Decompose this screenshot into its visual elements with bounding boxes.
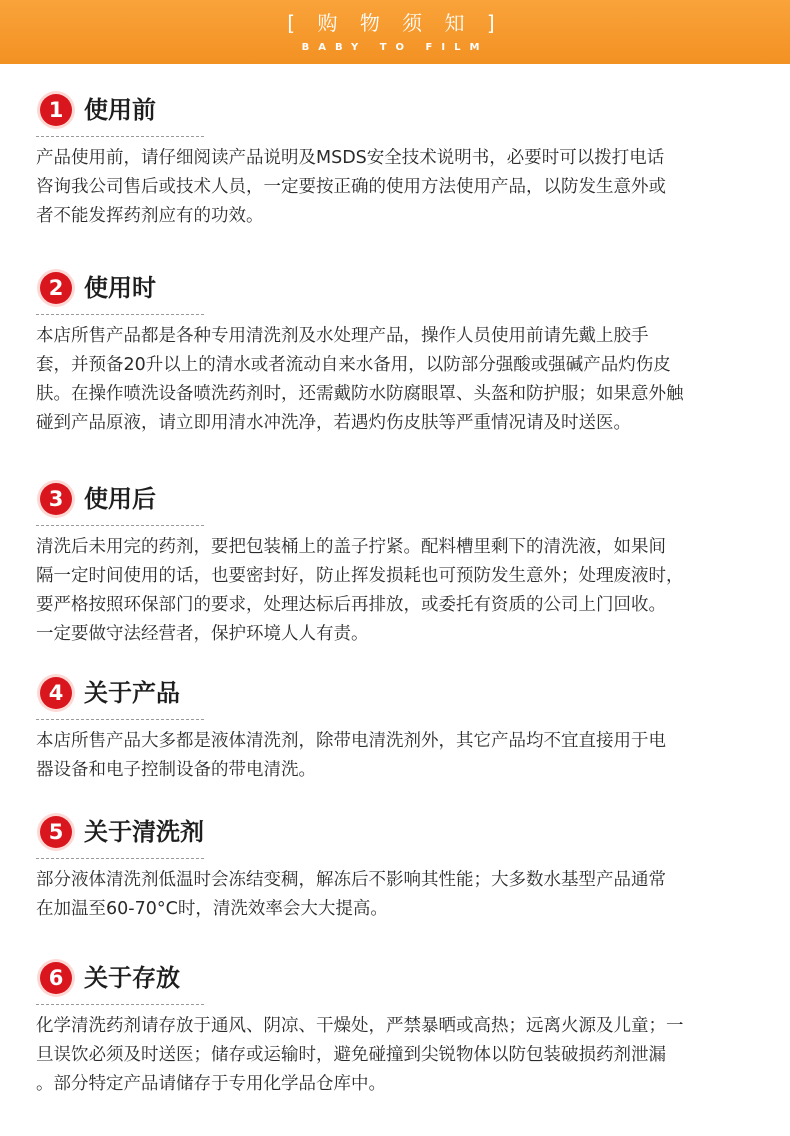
section-header	[36, 812, 736, 852]
section-title: 关于清洗剂	[84, 818, 204, 846]
badge-number: 4	[48, 681, 64, 705]
body-line: 一定要做守法经营者，保护环境人人有责。	[36, 624, 369, 644]
body-line: 本店所售产品大多都是液体清洗剂，除带电清洗剂外，其它产品均不宜直接用于电	[36, 731, 666, 751]
body-line: 旦误饮必须及时送医；储存或运输时，避免碰撞到尖锐物体以防包装破损药剂泄漏	[36, 1045, 666, 1065]
section-header	[36, 958, 736, 998]
section-title: 使用前	[84, 96, 156, 124]
section-during-use	[0, 268, 790, 448]
section-about-storage	[0, 958, 790, 1118]
body-line: 化学清洗药剂请存放于通风、阴凉、干燥处，严禁暴晒或高热；远离火源及儿童；一	[36, 1016, 684, 1036]
badge-number: 3	[48, 487, 64, 511]
dashed-divider	[36, 719, 204, 720]
section-body	[36, 322, 756, 438]
section-body	[36, 144, 756, 231]
body-line: 肤。在操作喷洗设备喷洗药剂时，还需戴防水防腐眼罩、头盔和防护服；如果意外触	[36, 384, 684, 404]
body-line: 者不能发挥药剂应有的功效。	[36, 206, 264, 226]
body-line: 产品使用前，请仔细阅读产品说明及MSDS安全技术说明书，必要时可以拨打电话	[36, 148, 665, 168]
section-title: 关于产品	[84, 679, 180, 707]
number-badge-icon	[36, 268, 76, 308]
section-before-use	[0, 90, 790, 240]
dashed-divider	[36, 136, 204, 137]
body-line: 要严格按照环保部门的要求，处理达标后再排放，或委托有资质的公司上门回收。	[36, 595, 666, 615]
body-line: 部分液体清洗剂低温时会冻结变稠，解冻后不影响其性能；大多数水基型产品通常	[36, 870, 666, 890]
body-line: 器设备和电子控制设备的带电清洗。	[36, 760, 316, 780]
number-badge-icon	[36, 90, 76, 130]
dashed-divider	[36, 858, 204, 859]
section-body	[36, 727, 756, 785]
body-line: 咨询我公司售后或技术人员，一定要按正确的使用方法使用产品，以防发生意外或	[36, 177, 666, 197]
badge-number: 6	[48, 966, 64, 990]
body-line: 清洗后未用完的药剂，要把包装桶上的盖子拧紧。配料槽里剩下的清洗液，如果间	[36, 537, 666, 557]
section-header	[36, 90, 736, 130]
section-title: 关于存放	[84, 964, 180, 992]
section-body	[36, 1012, 756, 1099]
section-header	[36, 268, 736, 308]
badge-number: 2	[48, 276, 64, 300]
section-about-products	[0, 673, 790, 793]
section-header	[36, 673, 736, 713]
number-badge-icon	[36, 812, 76, 852]
dashed-divider	[36, 1004, 204, 1005]
dashed-divider	[36, 314, 204, 315]
body-line: 隔一定时间使用的话，也要密封好，防止挥发损耗也可预防发生意外；处理废液时，	[36, 566, 684, 586]
number-badge-icon	[36, 958, 76, 998]
section-body	[36, 866, 756, 924]
number-badge-icon	[36, 673, 76, 713]
section-about-cleaning-agents	[0, 812, 790, 932]
body-line: 本店所售产品都是各种专用清洗剂及水处理产品，操作人员使用前请先戴上胶手	[36, 326, 649, 346]
number-badge-icon	[36, 479, 76, 519]
section-after-use	[0, 479, 790, 659]
header-banner	[0, 0, 790, 64]
body-line: 碰到产品原液，请立即用清水冲洗净，若遇灼伤皮肤等严重情况请及时送医。	[36, 413, 631, 433]
banner-title: [ 购 物 须 知 ]	[287, 11, 503, 35]
section-title: 使用后	[84, 485, 156, 513]
badge-number: 5	[48, 820, 64, 844]
dashed-divider	[36, 525, 204, 526]
section-header	[36, 479, 736, 519]
section-body	[36, 533, 756, 649]
badge-number: 1	[48, 98, 64, 122]
banner-subtitle: BABY TO FILM	[301, 42, 489, 53]
body-line: 套，并预备20升以上的清水或者流动自来水备用，以防部分强酸或强碱产品灼伤皮	[36, 355, 671, 375]
body-line: 在加温至60-70°C时，清洗效率会大大提高。	[36, 899, 388, 919]
body-line: 。部分特定产品请储存于专用化学品仓库中。	[36, 1074, 386, 1094]
section-title: 使用时	[84, 274, 156, 302]
